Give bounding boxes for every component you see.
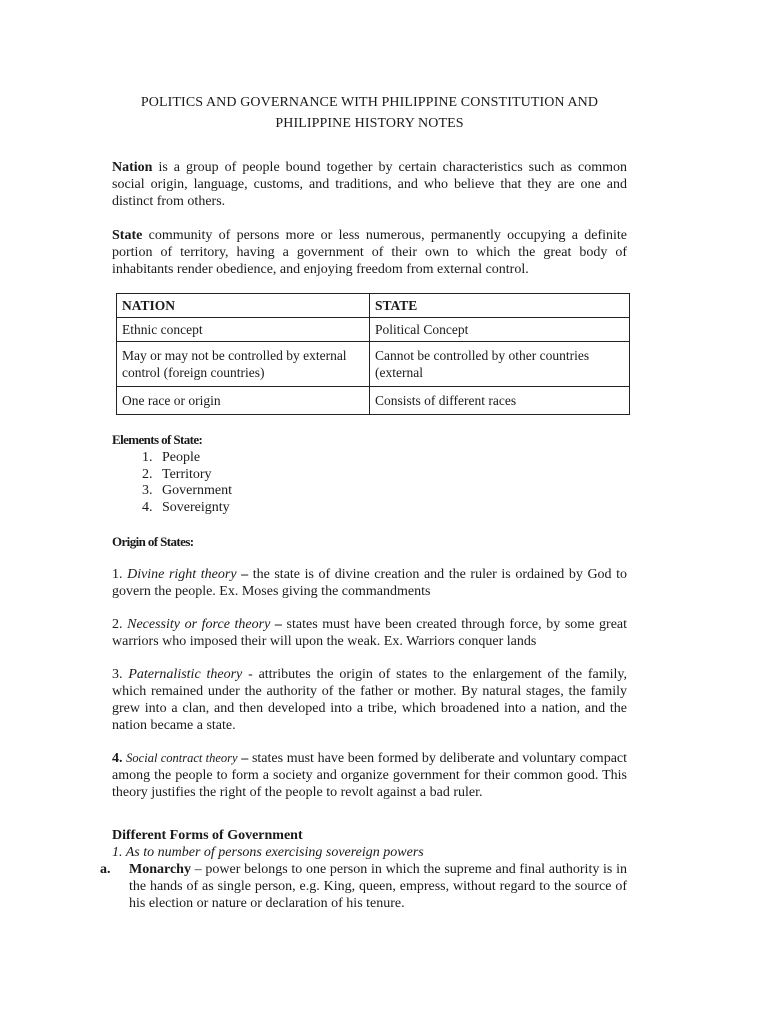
list-item: 3. Government xyxy=(156,483,627,500)
elements-list xyxy=(112,450,627,516)
theory-text: the state is of divine creation and the ruler is ordained by God to govern the people. Ex. Moses giving the commandments xyxy=(112,567,628,599)
table-header-row xyxy=(117,294,630,318)
table-row xyxy=(117,387,630,415)
theory-separator: – xyxy=(237,751,252,766)
list-item: 4. Sovereignty xyxy=(156,500,627,517)
list-item: 2. Territory xyxy=(156,467,627,484)
nation-term: Nation xyxy=(112,160,153,175)
origin-theory-3 xyxy=(112,666,627,734)
table-header-nation: NATION xyxy=(117,294,370,318)
nation-text: is a group of people bound together by certain characteristics such as common social origin, language, customs, and traditions, and who believe that they are one and distinct from others. xyxy=(112,160,627,209)
theory-text: states must have been formed by deliberate and voluntary compact among the people to form a society and organize government for their common good. This theory justifies the right of the people to revolt against a bad ruler. xyxy=(112,751,628,800)
theory-number: 4. xyxy=(112,751,123,766)
theory-number: 3. xyxy=(112,667,123,682)
item-term: Monarchy xyxy=(129,862,191,877)
origin-theory-4 xyxy=(112,750,627,801)
item-text: power belongs to one person in which the supreme and final authority is in the hands of as single person, e.g. King, queen, empress, without regard to the source of his election or nature or declaration of his tenure. xyxy=(129,862,627,911)
elements-heading: Elements of State: xyxy=(112,432,203,447)
table-cell: Ethnic concept xyxy=(117,318,370,342)
table-row xyxy=(117,342,630,387)
document-page xyxy=(100,92,628,912)
list-item: 1. People xyxy=(156,450,627,467)
table-cell: Consists of different races xyxy=(370,387,630,415)
theory-separator: – xyxy=(270,617,287,632)
origin-theory-1 xyxy=(112,566,627,600)
state-text: community of persons more or less numerous, permanently occupying a definite portion of territory, having a government of their own to which the great body of inhabitants render obedience, and enjoying freedom from external control. xyxy=(112,228,627,277)
theory-name: Necessity or force theory xyxy=(127,617,271,632)
origin-theory-2 xyxy=(112,616,627,650)
item-separator: – xyxy=(190,862,206,877)
table-cell: Cannot be controlled by other countries (external xyxy=(370,342,630,387)
item-marker: a. xyxy=(100,862,111,877)
theory-text: states must have been created through force, by some great warriors who imposed their will upon the weak. Ex. Warriors conquer lands xyxy=(112,617,628,649)
theory-separator: - xyxy=(242,667,259,682)
title-line-1: POLITICS AND GOVERNANCE WITH PHILIPPINE CONSTITUTION AND xyxy=(140,95,599,110)
table-header-state: STATE xyxy=(370,294,630,318)
table-cell: Political Concept xyxy=(370,318,630,342)
state-definition xyxy=(112,227,627,278)
theory-number: 2. xyxy=(112,617,123,632)
table-cell: One race or origin xyxy=(117,387,370,415)
state-term: State xyxy=(112,228,143,243)
title-line-2: PHILIPPINE HISTORY NOTES xyxy=(275,116,464,131)
theory-name: Divine right theory xyxy=(127,567,237,582)
theory-name: Paternalistic theory xyxy=(128,667,243,682)
theory-separator: – xyxy=(236,567,253,582)
theory-text: attributes the origin of states to the enlargement of the family, which remained under the authority of the father or mother. By natural stages, the family grew into a clan, and then developed into a tribe, which broadened into a nation, and the nation became a state. xyxy=(112,667,628,733)
forms-item-monarchy xyxy=(100,861,627,912)
nation-state-table xyxy=(116,293,630,415)
forms-subheading: 1. As to number of persons exercising sovereign powers xyxy=(112,845,424,860)
document-title xyxy=(112,92,627,134)
nation-definition xyxy=(112,159,627,210)
table-cell: May or may not be controlled by external control (foreign countries) xyxy=(117,342,370,387)
theory-number: 1. xyxy=(112,567,123,582)
table-row xyxy=(117,318,630,342)
theory-name: Social contract theory xyxy=(126,751,238,765)
origin-heading: Origin of States: xyxy=(112,534,194,549)
forms-heading: Different Forms of Government xyxy=(112,828,303,843)
